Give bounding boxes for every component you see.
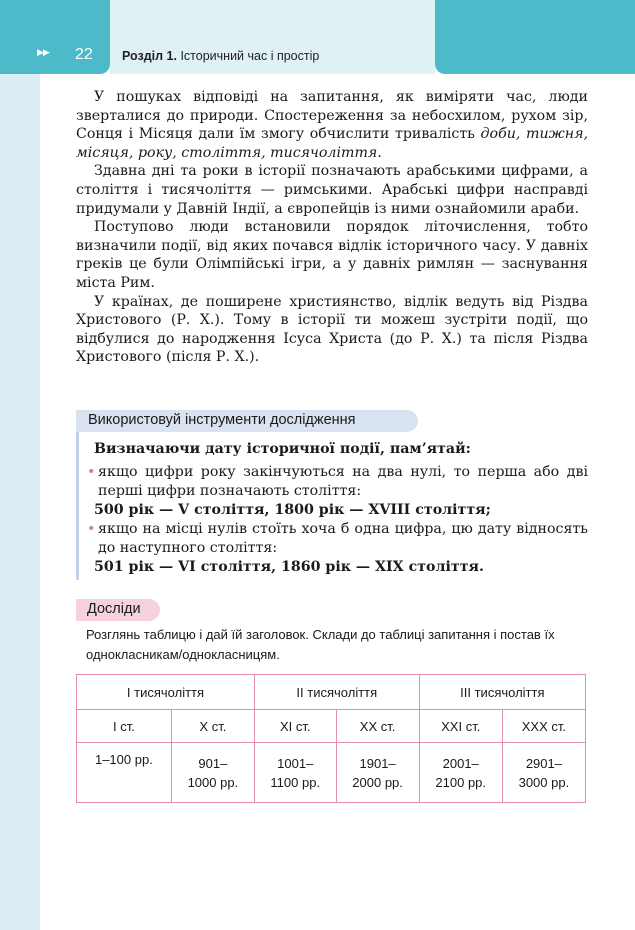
chapter-title: Історичний час і простір <box>180 49 320 63</box>
table-cell-years <box>502 743 585 803</box>
table-cell-millennium-1: І тисячоліття <box>77 675 255 710</box>
years-start: 2001– <box>442 755 479 771</box>
explore-section-title: Досліди <box>87 601 141 617</box>
table-row-millennia <box>77 675 586 710</box>
table-row-years <box>77 743 586 803</box>
page-tab-right <box>435 0 635 74</box>
paragraph-1 <box>76 88 588 162</box>
bullet-icon: • <box>87 521 96 537</box>
paragraph-1-text: У пошуках відповіді на запитання, як виміряти час, люди зверталися до природи. Спостереження за небосхилом, рухом зір, Сонця і Місяця дали їм змогу обчислити тривалість <box>76 89 588 143</box>
paragraph-4: У країнах, де поширене християнство, відлік ведуть від Різдва Христового (Р. Х.). Тому в історії ти можеш зустріти події, що відбулися до народження Ісуса Христа (до Р. Х.) та після Різдва Христового (після Р. Х.). <box>76 293 588 366</box>
explore-section-header <box>76 599 160 621</box>
years-end: 1100 рр. <box>270 774 321 790</box>
table-cell-century: ХХІ ст. <box>419 710 502 743</box>
explore-instructions: Розглянь таблицю і дай їй заголовок. Склади до таблиці запитання і постав їх однокласникам/однокласницям. <box>86 627 555 662</box>
millennia-table <box>76 674 586 803</box>
double-arrow-icon: ▶▶ <box>37 48 49 58</box>
tools-section-header <box>76 410 418 432</box>
tools-example-1: 500 рік — V століття, 1800 рік — XVIII століття; <box>94 502 491 518</box>
chapter-label: Розділ 1. <box>122 49 177 63</box>
table-row-centuries <box>77 710 586 743</box>
tools-section-body <box>86 440 588 577</box>
paragraph-1-emphasis: доби, тижня, місяця, року, століття, тисячоліття. <box>76 126 588 161</box>
years-start: 1901– <box>359 755 396 771</box>
years-end: 1000 рр. <box>187 774 239 790</box>
page-number: 22 <box>75 46 93 63</box>
years-start: 2901– <box>525 755 562 771</box>
table-cell-century: ХХ ст. <box>336 710 419 743</box>
table-cell-century: Х ст. <box>171 710 254 743</box>
tools-lead: Визначаючи дату історичної події, пам’ятай: <box>94 441 471 457</box>
tools-bullet-2-text: якщо на місці нулів стоїть хоча б одна цифра, цю дату відносять до наступного століття: <box>98 521 588 556</box>
table-cell-years <box>77 743 172 803</box>
paragraph-3: Поступово люди встановили порядок літочислення, тобто визначили події, від яких почався відлік історичного часу. У давніх греків це були Олімпійські ігри, а у давніх римлян — заснування міста Рим. <box>76 219 588 291</box>
years-start: 1001– <box>277 755 314 771</box>
years-range: 1–100 рр. <box>94 752 153 767</box>
main-text <box>76 88 588 367</box>
tools-section-title: Використовуй інструменти дослідження <box>88 412 356 428</box>
table-cell-millennium-3: ІІІ тисячоліття <box>419 675 585 710</box>
table-cell-century: І ст. <box>77 710 172 743</box>
table-cell-millennium-2: ІІ тисячоліття <box>254 675 419 710</box>
chapter-heading <box>122 49 319 63</box>
page-tab-left <box>0 0 110 74</box>
years-start: 901– <box>198 755 228 771</box>
years-end: 2000 рр. <box>352 774 403 790</box>
table-cell-century: ХІ ст. <box>254 710 336 743</box>
tools-bullet-1 <box>86 463 588 501</box>
bullet-icon: • <box>87 464 96 480</box>
paragraph-2: Здавна дні та роки в історії позначають арабськими цифрами, а століття і тисячоліття — римськими. Арабські цифри насправді придумали у Давній Індії, а європейців із ними ознайомили араби. <box>76 163 588 217</box>
table-cell-century: ХХХ ст. <box>502 710 585 743</box>
table-cell-years <box>171 743 254 803</box>
table-cell-years <box>419 743 502 803</box>
tools-bullet-2 <box>86 520 588 558</box>
table-cell-years <box>336 743 419 803</box>
left-margin-strip <box>0 0 40 930</box>
table-cell-years <box>254 743 336 803</box>
tools-section-bar <box>76 432 79 580</box>
tools-bullet-1-text: якщо цифри року закінчуються на два нулі, то перша або дві перші цифри позначають століття: <box>98 464 588 499</box>
tools-example-2: 501 рік — VI століття, 1860 рік — XIX століття. <box>94 559 484 575</box>
years-end: 2100 рр. <box>435 774 487 790</box>
years-end: 3000 рр. <box>518 774 570 790</box>
